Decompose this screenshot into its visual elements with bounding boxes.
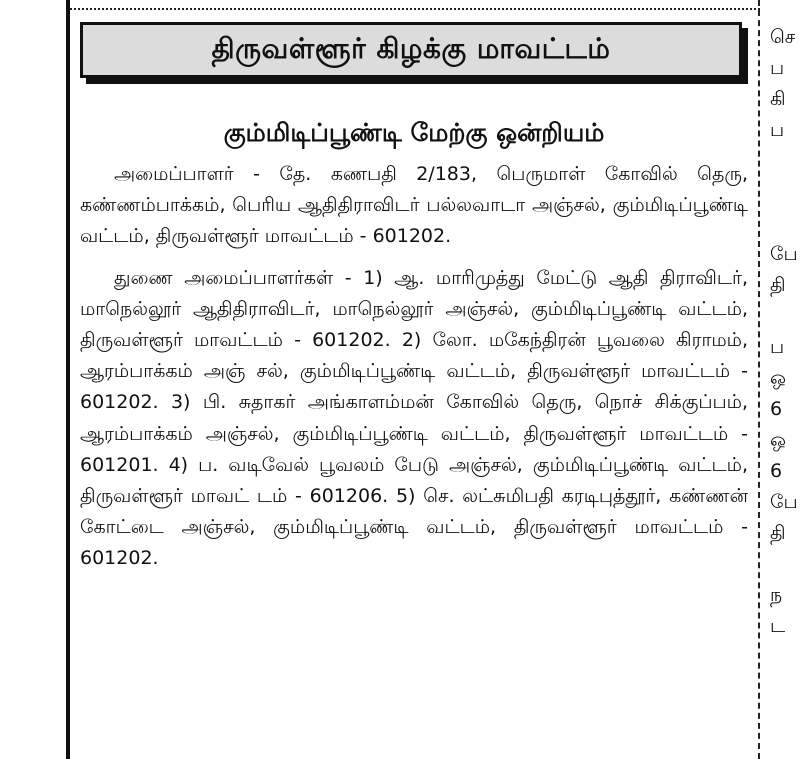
adjacent-column-fragment bbox=[770, 301, 800, 332]
adjacent-column-fragment: ஒ bbox=[770, 429, 786, 451]
top-dotted-rule bbox=[70, 8, 760, 10]
adjacent-column-fragment: 6 bbox=[770, 460, 783, 482]
adjacent-column-fragment bbox=[770, 208, 800, 239]
union-heading: கும்மிடிப்பூண்டி மேற்கு ஒன்றியம் bbox=[223, 118, 605, 147]
district-heading: திருவள்ளூர் கிழக்கு மாவட்டம் bbox=[80, 22, 742, 78]
deputy-organizers-paragraph: துணை அமைப்பாளர்கள் - 1) ஆ. மாரிமுத்து மேட்டு ஆதி திராவிடர், மாநெல்லூர் ஆதிதிராவிடர், மாநெல்லூர் அஞ்சல், கும்மிடிப்பூண்டி வட்டம், திருவள்ளூர் மாவட்டம் - 601202. 2) லோ. மகேந்திரன் பூவலை கிராமம், ஆரம்பாக்கம் அஞ் சல், கும்மிடிப்பூண்டி வட்டம், திருவள்ளூர் மாவட்டம் - 601202. 3) பி. சுதாகர் அங்காளம்மன் கோவில் தெரு, நொச் சிக்குப்பம், ஆரம்பாக்கம் அஞ்சல், கும்மிடிப்பூண்டி வட்டம், திருவள்ளூர் மாவட்டம் - 601201. 4) ப. வடிவேல் பூவலம் பேடு அஞ்சல், கும்மிடிப்பூண்டி வட்டம், திருவள்ளூர் மாவட் டம் - 601206. 5) செ. லட்சுமிபதி கரடிபுத்தூர், கண்ணன் கோட்டை அஞ்சல், கும்மிடிப்பூண்டி வட்டம், திருவள்ளூர் மாவட்டம் - 601202. bbox=[80, 266, 748, 570]
organizer-paragraph: அமைப்பாளர் - தே. கணபதி 2/183, பெருமாள் கோவில் தெரு, கண்ணம்பாக்கம், பெரிய ஆதிதிராவிடர் பல்லவாடா அஞ்சல், கும்மிடிப்பூண்டி வட்டம், திருவள்ளூர் மாவட்டம் - 601202. bbox=[80, 163, 748, 248]
adjacent-column-fragment: பே bbox=[770, 491, 798, 513]
adjacent-column-fragment: ப bbox=[770, 57, 785, 79]
adjacent-column-fragment: தி bbox=[770, 274, 786, 296]
adjacent-column-fragment: செ bbox=[770, 26, 796, 48]
article-column bbox=[80, 22, 748, 575]
adjacent-column-fragment: ப bbox=[770, 119, 785, 141]
adjacent-column-fragment bbox=[770, 146, 800, 177]
adjacent-column-fragment bbox=[770, 177, 800, 208]
adjacent-column-fragment: ப bbox=[770, 336, 785, 358]
adjacent-column bbox=[770, 22, 800, 642]
adjacent-column-fragment: பே bbox=[770, 243, 798, 265]
adjacent-column-fragment: ந bbox=[770, 584, 783, 606]
adjacent-column-fragment: கி bbox=[770, 88, 786, 110]
adjacent-column-fragment bbox=[770, 549, 800, 580]
adjacent-column-fragment: ட bbox=[770, 615, 786, 637]
adjacent-column-fragment: ஒ bbox=[770, 367, 786, 389]
left-column-rule bbox=[66, 0, 70, 759]
right-dashed-rule bbox=[758, 0, 760, 759]
adjacent-column-fragment: 6 bbox=[770, 398, 783, 420]
adjacent-column-fragment: தி bbox=[770, 522, 786, 544]
